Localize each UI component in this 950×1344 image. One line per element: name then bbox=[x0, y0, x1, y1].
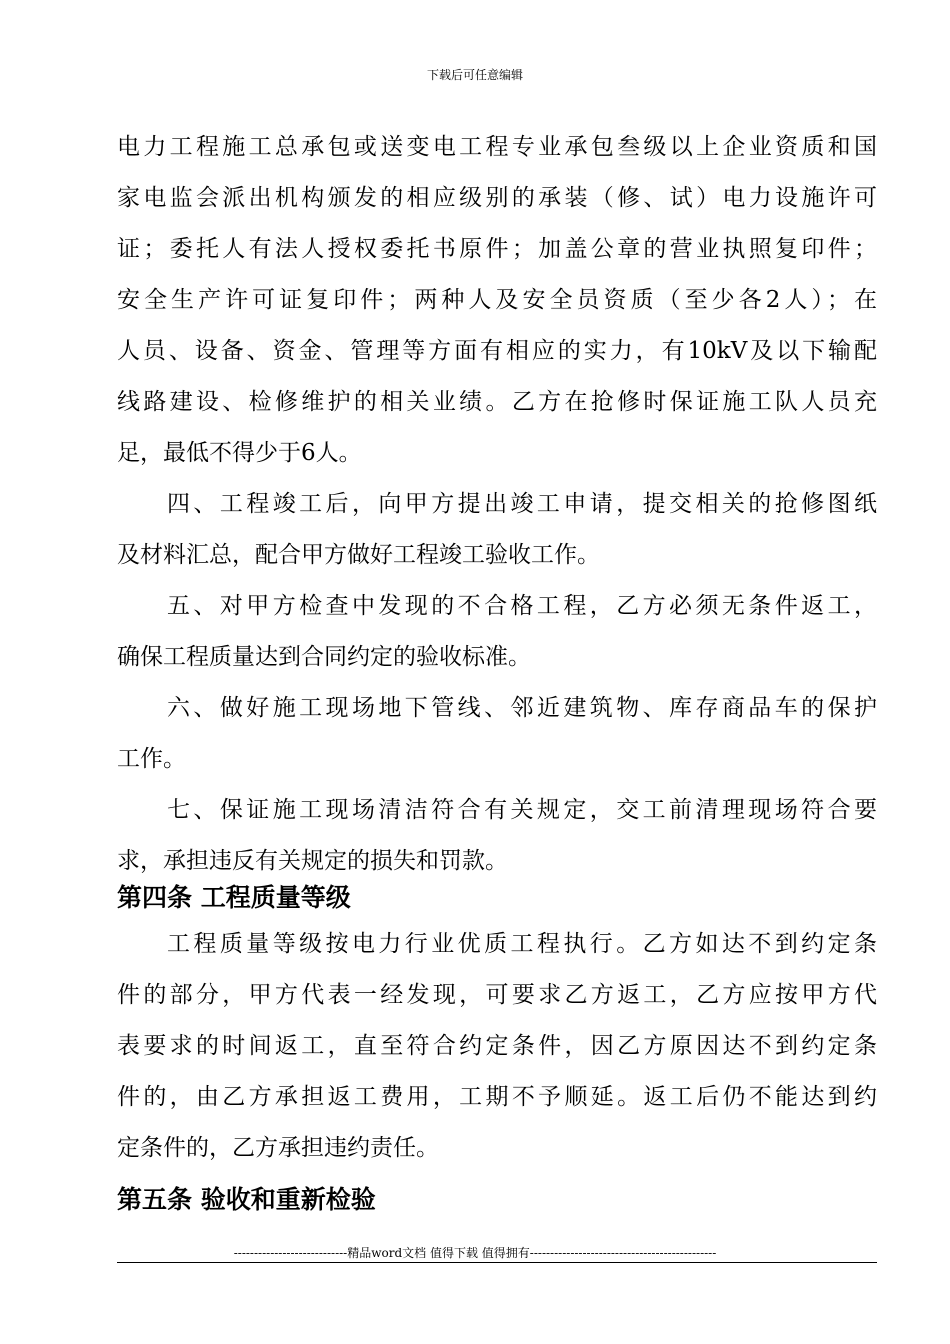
footer-divider bbox=[117, 1262, 877, 1263]
item-five-line: 确保工程质量达到合同约定的验收标准。 bbox=[117, 644, 531, 670]
paragraph-line: 件的部分，甲方代表一经发现，可要求乙方返工，乙方应按甲方代 bbox=[117, 982, 877, 1008]
paragraph-line: 证；委托人有法人授权委托书原件；加盖公章的营业执照复印件； bbox=[117, 236, 877, 262]
page-footer: ----------------------------精品word文档 值得下载 值得拥有---------------------------------------------- bbox=[233, 1246, 717, 1260]
item-seven-line: 七、保证施工现场清洁符合有关规定，交工前清理现场符合要 bbox=[167, 797, 877, 823]
paragraph-line: 表要求的时间返工，直至符合约定条件，因乙方原因达不到约定条 bbox=[117, 1033, 877, 1059]
page-header: 下载后可任意编辑 bbox=[426, 68, 523, 82]
paragraph-line: 线路建设、检修维护的相关业绩。乙方在抢修时保证施工队人员充 bbox=[117, 389, 877, 415]
clause-4-heading: 第四条 工程质量等级 bbox=[117, 883, 351, 912]
clause-4-body bbox=[117, 919, 877, 1174]
item-six-line: 六、做好施工现场地下管线、邻近建筑物、库存商品车的保护 bbox=[167, 695, 877, 721]
paragraph-line: 工程质量等级按电力行业优质工程执行。乙方如达不到约定条 bbox=[167, 931, 877, 957]
paragraph-line: 家电监会派出机构颁发的相应级别的承装（修、试）电力设施许可 bbox=[117, 185, 877, 211]
paragraph-line: 足，最低不得少于6人。 bbox=[117, 440, 362, 466]
item-six-line: 工作。 bbox=[117, 746, 186, 772]
paragraph-line: 电力工程施工总承包或送变电工程专业承包叁级以上企业资质和国 bbox=[117, 134, 877, 160]
paragraph-line: 定条件的，乙方承担违约责任。 bbox=[117, 1135, 439, 1161]
clause-5-heading: 第五条 验收和重新检验 bbox=[117, 1185, 376, 1214]
item-four-line: 及材料汇总，配合甲方做好工程竣工验收工作。 bbox=[117, 542, 600, 568]
item-four-line: 四、工程竣工后，向甲方提出竣工申请，提交相关的抢修图纸 bbox=[167, 491, 877, 517]
paragraph-line: 人员、设备、资金、管理等方面有相应的实力，有10kV及以下输配 bbox=[117, 338, 877, 364]
item-seven-line: 求，承担违反有关规定的损失和罚款。 bbox=[117, 848, 508, 874]
clause-3-body bbox=[117, 122, 877, 887]
item-five-line: 五、对甲方检查中发现的不合格工程，乙方必须无条件返工， bbox=[167, 593, 877, 619]
paragraph-line: 安全生产许可证复印件；两种人及安全员资质（至少各2人）；在 bbox=[117, 287, 877, 313]
paragraph-line: 件的，由乙方承担返工费用，工期不予顺延。返工后仍不能达到约 bbox=[117, 1084, 877, 1110]
